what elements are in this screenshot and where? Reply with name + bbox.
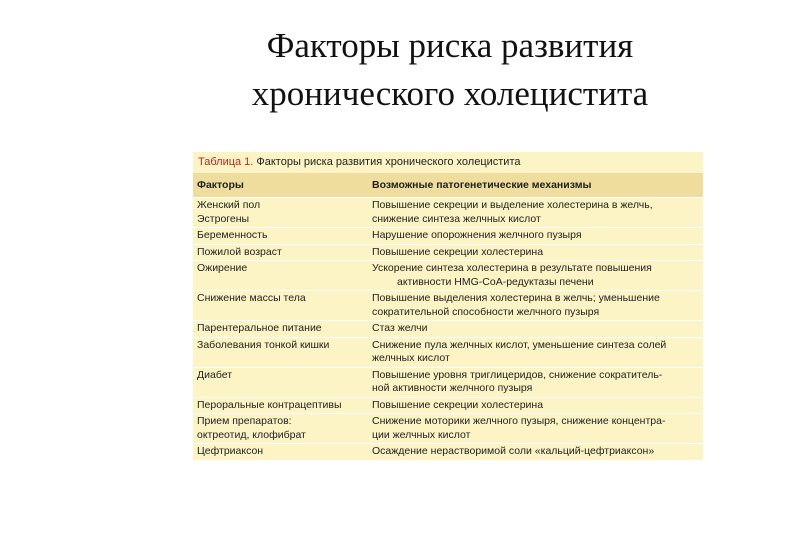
table-caption — [193, 152, 703, 173]
mechanism-line: Снижение пула желчных кислот, уменьшение синтеза солей — [372, 338, 667, 351]
mechanism-cell — [368, 338, 703, 367]
factor-line: Диабет — [197, 368, 233, 381]
factor-line: Прием препаратов: — [197, 415, 292, 427]
factor-cell — [193, 245, 368, 261]
factor-cell — [193, 338, 368, 367]
mechanism-cell — [368, 444, 703, 460]
table-row — [193, 414, 703, 444]
mechanism-line: Осаждение нерастворимой соли «кальций-цефтриаксон» — [372, 445, 655, 457]
factor-line: Пожилой возраст — [197, 245, 282, 258]
slide-title-line-2: хронического холецистита — [251, 74, 649, 113]
factor-line: Женский пол — [197, 199, 261, 211]
mechanism-line: Стаз желчи — [372, 322, 428, 334]
slide-title — [150, 22, 750, 118]
mechanism-cell — [368, 261, 703, 290]
mechanism-line: снижение синтеза желчных кислот — [372, 212, 541, 225]
table-row — [193, 245, 703, 262]
table-row — [193, 368, 703, 398]
mechanism-line: Повышение уровня триглицеридов, снижение сократитель- — [372, 368, 663, 381]
header-mechanisms: Возможные патогенетические механизмы — [372, 179, 592, 191]
table-caption-text: Факторы риска развития хронического холецистита — [256, 156, 521, 168]
slide-title-line-1: Факторы риска развития — [266, 26, 634, 65]
factor-line: Парентеральное питание — [197, 322, 322, 334]
mechanism-cell — [368, 291, 703, 320]
mechanism-cell — [368, 198, 703, 227]
table-header-row — [193, 173, 703, 198]
mechanism-line: ной активности желчного пузыря — [372, 382, 533, 394]
factor-line: Заболевания тонкой кишки — [197, 338, 330, 351]
mechanism-line: Ускорение синтеза холестерина в результате повышения — [372, 262, 652, 274]
mechanism-cell — [368, 368, 703, 397]
mechanism-line: Повышение секреции холестерина — [372, 245, 544, 258]
factor-line: Снижение массы тела — [197, 292, 306, 304]
factor-cell — [193, 228, 368, 244]
mechanism-cell — [368, 228, 703, 244]
table-row — [193, 338, 703, 368]
factor-line: Беременность — [197, 229, 268, 241]
table-row — [193, 261, 703, 291]
table-row — [193, 228, 703, 245]
mechanism-line: Повышение выделения холестерина в желчь; уменьшение — [372, 292, 660, 304]
table-row — [193, 291, 703, 321]
factor-cell — [193, 321, 368, 337]
mechanism-line: ции желчных кислот — [372, 428, 471, 441]
mechanism-cell — [368, 398, 703, 414]
mechanism-line: Повышение секреции холестерина — [372, 398, 544, 411]
table-row — [193, 398, 703, 415]
mechanism-cell — [368, 321, 703, 337]
factor-line: октреотид, клофибрат — [197, 428, 306, 441]
factor-cell — [193, 291, 368, 320]
mechanism-cell — [368, 414, 703, 443]
mechanism-line: сократительной способности желчного пузыря — [372, 305, 600, 318]
mechanism-line: Нарушение опорожнения желчного пузыря — [372, 229, 582, 241]
mechanism-line: Повышение секреции и выделение холестерина в желчь, — [372, 199, 653, 211]
table-body — [193, 198, 703, 460]
table-row — [193, 198, 703, 228]
mechanism-cell — [368, 245, 703, 261]
factor-line: Ожирение — [197, 262, 248, 274]
factor-line: Цефтриаксон — [197, 445, 264, 457]
table-row — [193, 321, 703, 338]
factor-cell — [193, 368, 368, 397]
mechanism-line: желчных кислот — [372, 352, 450, 364]
mechanism-line: Снижение моторики желчного пузыря, снижение концентра- — [372, 415, 666, 427]
table-row — [193, 444, 703, 460]
table-caption-label: Таблица 1. — [198, 156, 254, 168]
factor-cell — [193, 261, 368, 290]
factor-cell — [193, 398, 368, 414]
risk-factors-table — [193, 152, 703, 460]
factor-line: Пероральные контрацептивы — [197, 398, 342, 411]
factor-cell — [193, 444, 368, 460]
factor-line: Эстрогены — [197, 212, 250, 225]
header-factors: Факторы — [197, 179, 244, 191]
mechanism-line: активности HMG-CoA-редуктазы печени — [397, 275, 594, 288]
factor-cell — [193, 198, 368, 227]
factor-cell — [193, 414, 368, 443]
